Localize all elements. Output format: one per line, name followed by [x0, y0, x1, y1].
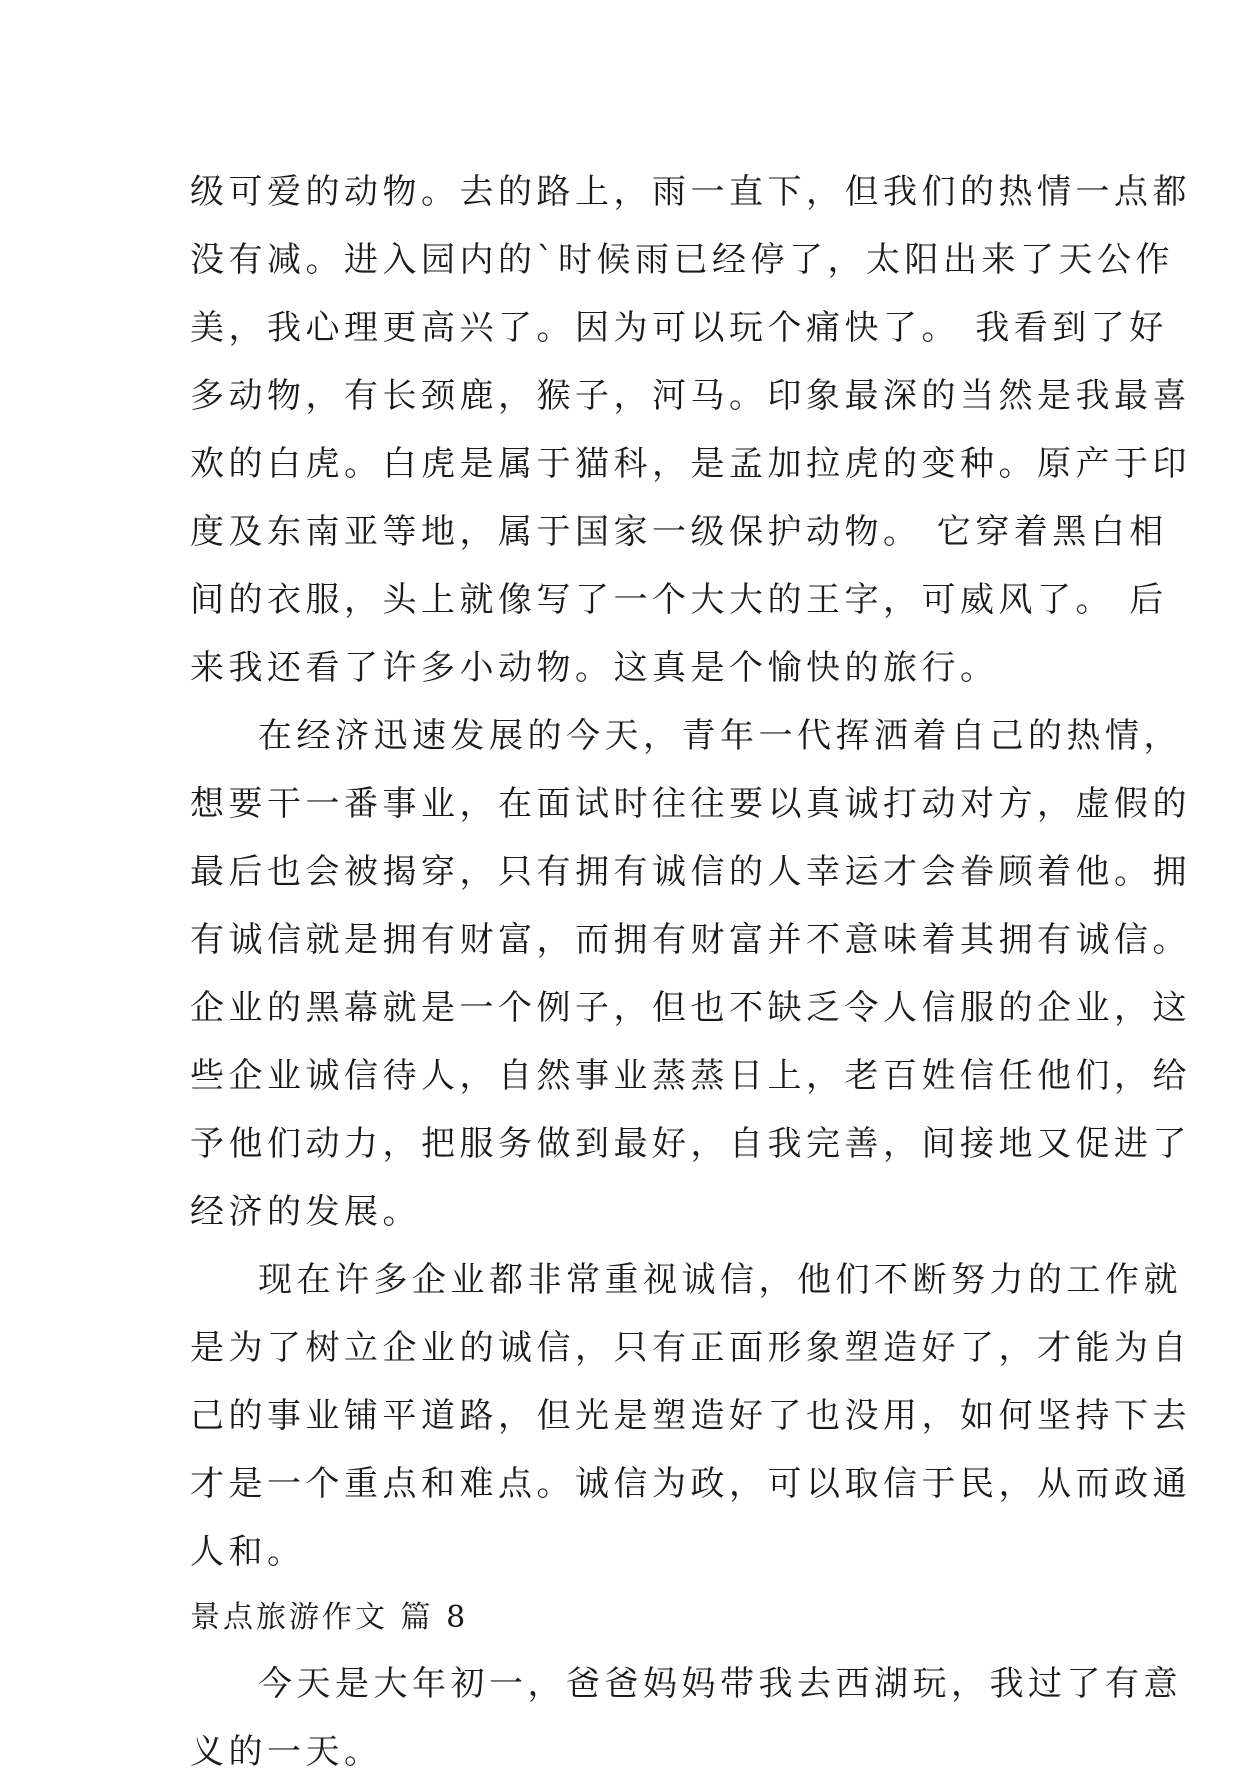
- text-line: 来我还看了许多小动物。这真是个愉快的旅行。: [190, 648, 999, 688]
- text-line: 才是一个重点和难点。诚信为政，可以取信于民，从而政通: [190, 1464, 1191, 1504]
- text-line: 经济的发展。: [190, 1192, 421, 1232]
- text-line: 欢的白虎。白虎是属于猫科，是孟加拉虎的变种。原产于印: [190, 444, 1191, 484]
- text-line: 予他们动力，把服务做到最好，自我完善，间接地又促进了: [190, 1124, 1191, 1164]
- paragraph-west-lake: [190, 1650, 1182, 1786]
- paragraph-zoo-continuation: [190, 158, 1191, 702]
- text-line: 义的一天。: [190, 1732, 383, 1772]
- text-line: 间的衣服，头上就像写了一个大大的王字，可威风了。 后: [190, 580, 1168, 620]
- text-line: 级可爱的动物。去的路上，雨一直下，但我们的热情一点都: [190, 172, 1191, 212]
- text-line: 度及东南亚等地，属于国家一级保护动物。 它穿着黑白相: [190, 512, 1168, 552]
- text-line: 没有减。进入园内的`时候雨已经停了，太阳出来了天公作: [190, 240, 1174, 280]
- text-line: 人和。: [190, 1532, 306, 1572]
- paragraph-integrity-enterprise: [190, 1246, 1191, 1586]
- text-line: 企业的黑幕就是一个例子，但也不缺乏令人信服的企业，这: [190, 988, 1191, 1028]
- text-line-indented: 在经济迅速发展的今天，青年一代挥洒着自己的热情，: [258, 716, 1182, 756]
- text-line-indented: 今天是大年初一，爸爸妈妈带我去西湖玩，我过了有意: [258, 1664, 1182, 1704]
- text-line: 些企业诚信待人，自然事业蒸蒸日上，老百姓信任他们，给: [190, 1056, 1191, 1096]
- text-line: 是为了树立企业的诚信，只有正面形象塑造好了，才能为自: [190, 1328, 1191, 1368]
- text-line: 有诚信就是拥有财富，而拥有财富并不意味着其拥有诚信。: [190, 920, 1191, 960]
- text-line: 多动物，有长颈鹿，猴子，河马。印象最深的当然是我最喜: [190, 376, 1191, 416]
- text-line: 想要干一番事业，在面试时往往要以真诚打动对方，虚假的: [190, 784, 1191, 824]
- paragraph-integrity-economy: [190, 702, 1191, 1246]
- document-body: [190, 158, 1191, 1786]
- text-line: 己的事业铺平道路，但光是塑造好了也没用，如何坚持下去: [190, 1396, 1191, 1436]
- text-line: 最后也会被揭穿，只有拥有诚信的人幸运才会眷顾着他。拥: [190, 852, 1191, 892]
- text-line-indented: 现在许多企业都非常重视诚信，他们不断努力的工作就: [258, 1260, 1182, 1300]
- text-line: 美，我心理更高兴了。因为可以玩个痛快了。 我看到了好: [190, 308, 1168, 348]
- section-heading: 景点旅游作文 篇 8: [190, 1600, 469, 1635]
